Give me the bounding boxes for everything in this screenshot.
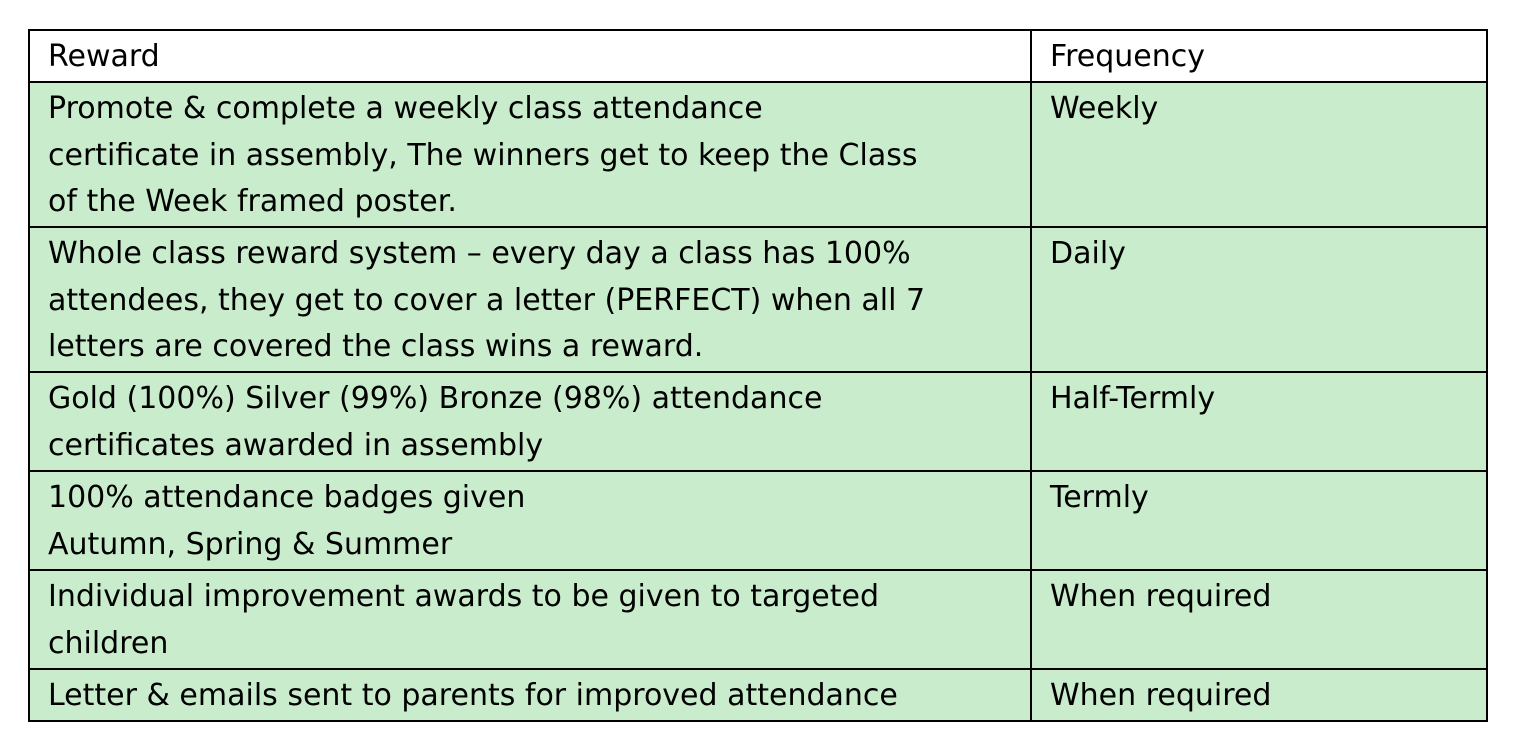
table-row	[29, 669, 1487, 721]
reward-text: Gold (100%) Silver (99%) Bronze (98%) attendance certificates awarded in assembly	[48, 381, 823, 463]
frequency-cell	[1031, 471, 1487, 570]
table-row	[29, 372, 1487, 471]
frequency-cell	[1031, 227, 1487, 372]
reward-text: 100% attendance badges given Autumn, Spring & Summer	[48, 480, 526, 562]
frequency-text: Termly	[1050, 480, 1149, 515]
table-row	[29, 227, 1487, 372]
frequency-cell	[1031, 669, 1487, 721]
reward-text: Promote & complete a weekly class attendance certificate in assembly, The winners get to keep the Class of the Week framed poster.	[48, 91, 918, 219]
frequency-text: Half-Termly	[1050, 381, 1216, 416]
reward-cell	[29, 372, 1031, 471]
frequency-cell	[1031, 372, 1487, 471]
table-row	[29, 570, 1487, 669]
header-reward	[29, 30, 1031, 82]
frequency-text: When required	[1050, 678, 1272, 713]
reward-text: Individual improvement awards to be given to targeted children	[48, 579, 879, 661]
reward-cell	[29, 471, 1031, 570]
frequency-cell	[1031, 570, 1487, 669]
rewards-table	[28, 29, 1488, 722]
reward-cell	[29, 227, 1031, 372]
table-row	[29, 471, 1487, 570]
header-frequency	[1031, 30, 1487, 82]
reward-cell	[29, 570, 1031, 669]
header-reward-label: Reward	[48, 39, 160, 74]
reward-text: Letter & emails sent to parents for improved attendance	[48, 678, 898, 713]
frequency-cell	[1031, 82, 1487, 227]
table-header-row	[29, 30, 1487, 82]
frequency-text: Daily	[1050, 236, 1126, 271]
frequency-text: When required	[1050, 579, 1272, 614]
reward-cell	[29, 82, 1031, 227]
table-row	[29, 82, 1487, 227]
reward-text: Whole class reward system – every day a class has 100% attendees, they get to cover a letter (PERFECT) when all 7 letters are covered the class wins a reward.	[48, 236, 926, 364]
reward-cell	[29, 669, 1031, 721]
frequency-text: Weekly	[1050, 91, 1159, 126]
header-frequency-label: Frequency	[1050, 39, 1205, 74]
